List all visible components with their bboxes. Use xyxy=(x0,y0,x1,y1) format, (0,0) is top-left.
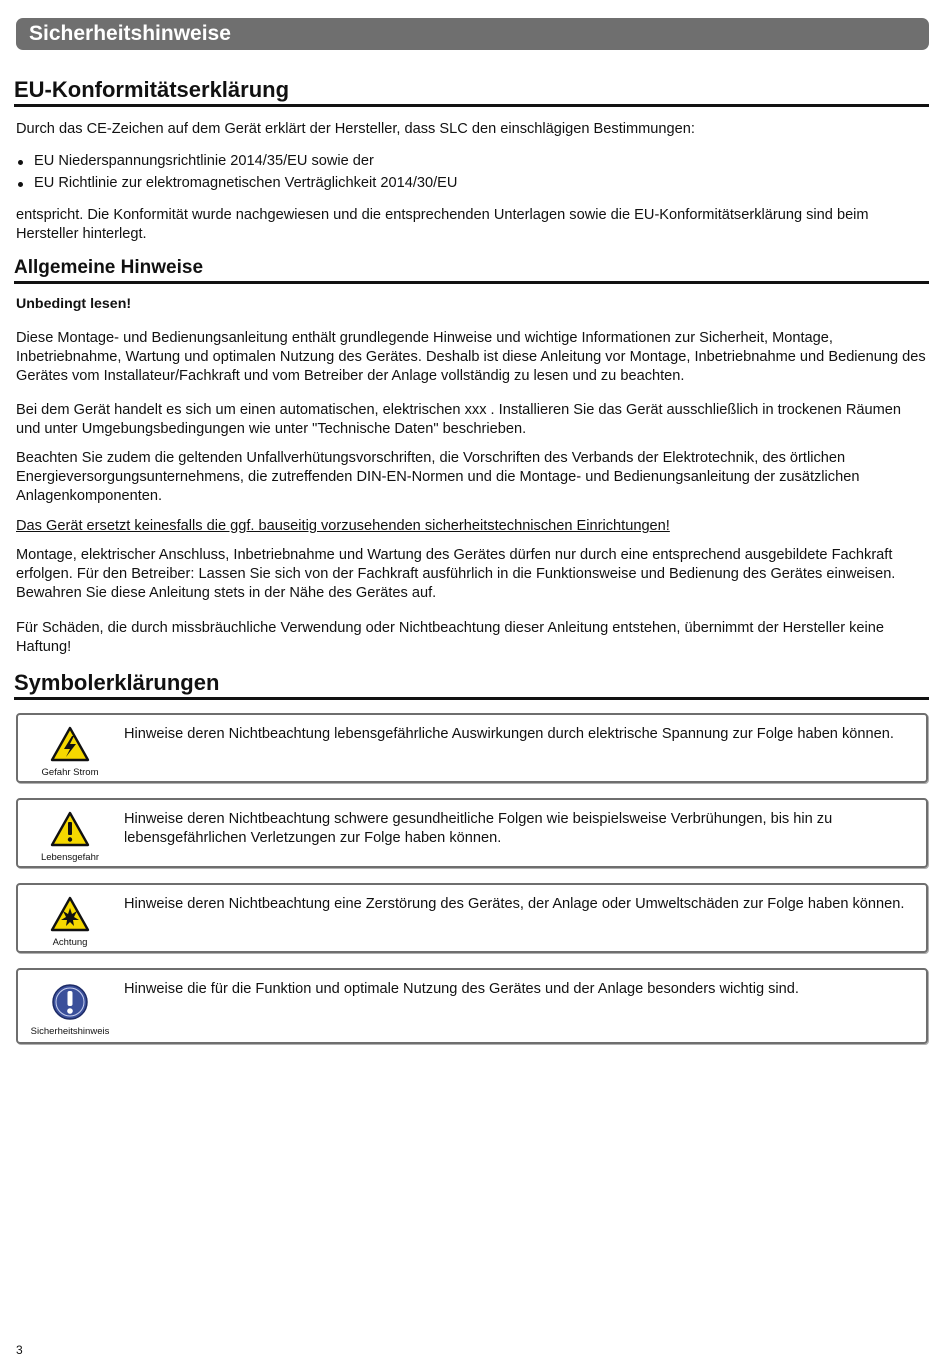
symbol-caption: Sicherheitshinweis xyxy=(30,1026,110,1037)
exclamation-circle-icon xyxy=(50,982,90,1022)
symbol-description: Hinweise deren Nichtbeachtung eine Zerstörung des Gerätes, der Anlage oder Umweltschäden zur Folge haben können. xyxy=(124,896,905,912)
symbol-description: Hinweise deren Nichtbeachtung lebensgefährliche Auswirkungen durch elektrische Spannung zur Folge haben können. xyxy=(124,726,894,742)
electric-hazard-icon xyxy=(50,725,90,765)
bullet-icon xyxy=(18,182,23,187)
eu-outro-text: entspricht. Die Konformität wurde nachgewiesen und die entsprechenden Unterlagen sowie die EU-Konformitätserklärung sind beim Hersteller hinterlegt. xyxy=(16,207,869,242)
list-item: EU Richtlinie zur elektromagnetischen Verträglichkeit 2014/30/EU xyxy=(16,172,916,194)
page-number: 3 xyxy=(16,1343,23,1357)
general-notes-heading: Allgemeine Hinweise xyxy=(14,257,929,284)
symbol-card-danger xyxy=(16,798,928,868)
eu-intro-text: Durch das CE-Zeichen auf dem Gerät erklärt der Hersteller, dass SLC den einschlägigen Bestimmungen: xyxy=(16,121,695,137)
symbol-card-caution xyxy=(16,883,928,953)
symbol-caption: Achtung xyxy=(52,937,88,948)
symbol-card-safety xyxy=(16,968,928,1044)
symbol-caption: Lebensgefahr xyxy=(40,852,100,863)
general-paragraph-1: Diese Montage- und Bedienungsanleitung enthält grundlegende Hinweise und wichtige Informationen zur Sicherheit, Montage, Inbetriebnahme, Wartung und optimalen Nutzung des Gerätes. Deshalb ist diese Anleitung vor Montage, Inbetriebnahme und Bedienung des Gerätes vom Installateur/Fachkraft und vom Betreiber der Anlage vollständig zu lesen und zu beachten. xyxy=(16,330,926,384)
general-paragraph-6: Für Schäden, die durch missbräuchliche Verwendung oder Nichtbeachtung dieser Anleitung entstehen, übernimmt der Hersteller keine Haftung! xyxy=(16,620,885,655)
symbol-card-electric xyxy=(16,713,928,783)
bullet-icon xyxy=(18,160,23,165)
must-read-label: Unbedingt lesen! xyxy=(16,296,132,312)
directive-list xyxy=(16,150,916,194)
general-warning-icon xyxy=(50,810,90,850)
symbol-description: Hinweise deren Nichtbeachtung schwere gesundheitliche Folgen wie beispielsweise Verbrühungen, bis hin zu lebensgefährlichen Verletzungen zur Folge haben können. xyxy=(124,811,833,846)
eu-conformity-heading: EU-Konformitätserklärung xyxy=(14,77,929,107)
symbol-description: Hinweise die für die Funktion und optimale Nutzung des Gerätes und der Anlage besonders wichtig sind. xyxy=(124,981,799,997)
symbol-legend-heading: Symbolerklärungen xyxy=(14,670,929,700)
general-paragraph-4: Das Gerät ersetzt keinesfalls die ggf. bauseitig vorzusehenden sicherheitstechnischen Einrichtungen! xyxy=(16,518,670,534)
general-paragraph-3: Beachten Sie zudem die geltenden Unfallverhütungsvorschriften, die Vorschriften des Verbands der Elektrotechnik, des örtlichen Energieversorgungsunternehmens, die zutreffenden DIN-EN-Normen und die Montage- und Bedienungsanleitung der zusätzlichen Anlagenkomponenten. xyxy=(16,450,860,504)
section-banner-title: Sicherheitshinweise xyxy=(29,22,231,45)
symbol-caption: Gefahr Strom xyxy=(41,767,99,778)
section-banner xyxy=(16,18,929,50)
explosion-warning-icon xyxy=(50,895,90,935)
list-item: EU Niederspannungsrichtlinie 2014/35/EU sowie der xyxy=(16,150,916,172)
general-paragraph-5: Montage, elektrischer Anschluss, Inbetriebnahme und Wartung des Gerätes dürfen nur durch eine entsprechend ausgebildete Fachkraft erfolgen. Für den Betreiber: Lassen Sie sich von der Fachkraft ausführlich in die Funktionsweise und Bedienung des Gerätes einweisen. Bewahren Sie diese Anleitung stets in der Nähe des Gerätes auf. xyxy=(16,547,896,601)
general-paragraph-2: Bei dem Gerät handelt es sich um einen automatischen, elektrischen xxx . Installieren Sie das Gerät ausschließlich in trockenen Räumen und unter Umgebungsbedingungen wie unter "Technische Daten" beschrieben. xyxy=(16,402,901,437)
